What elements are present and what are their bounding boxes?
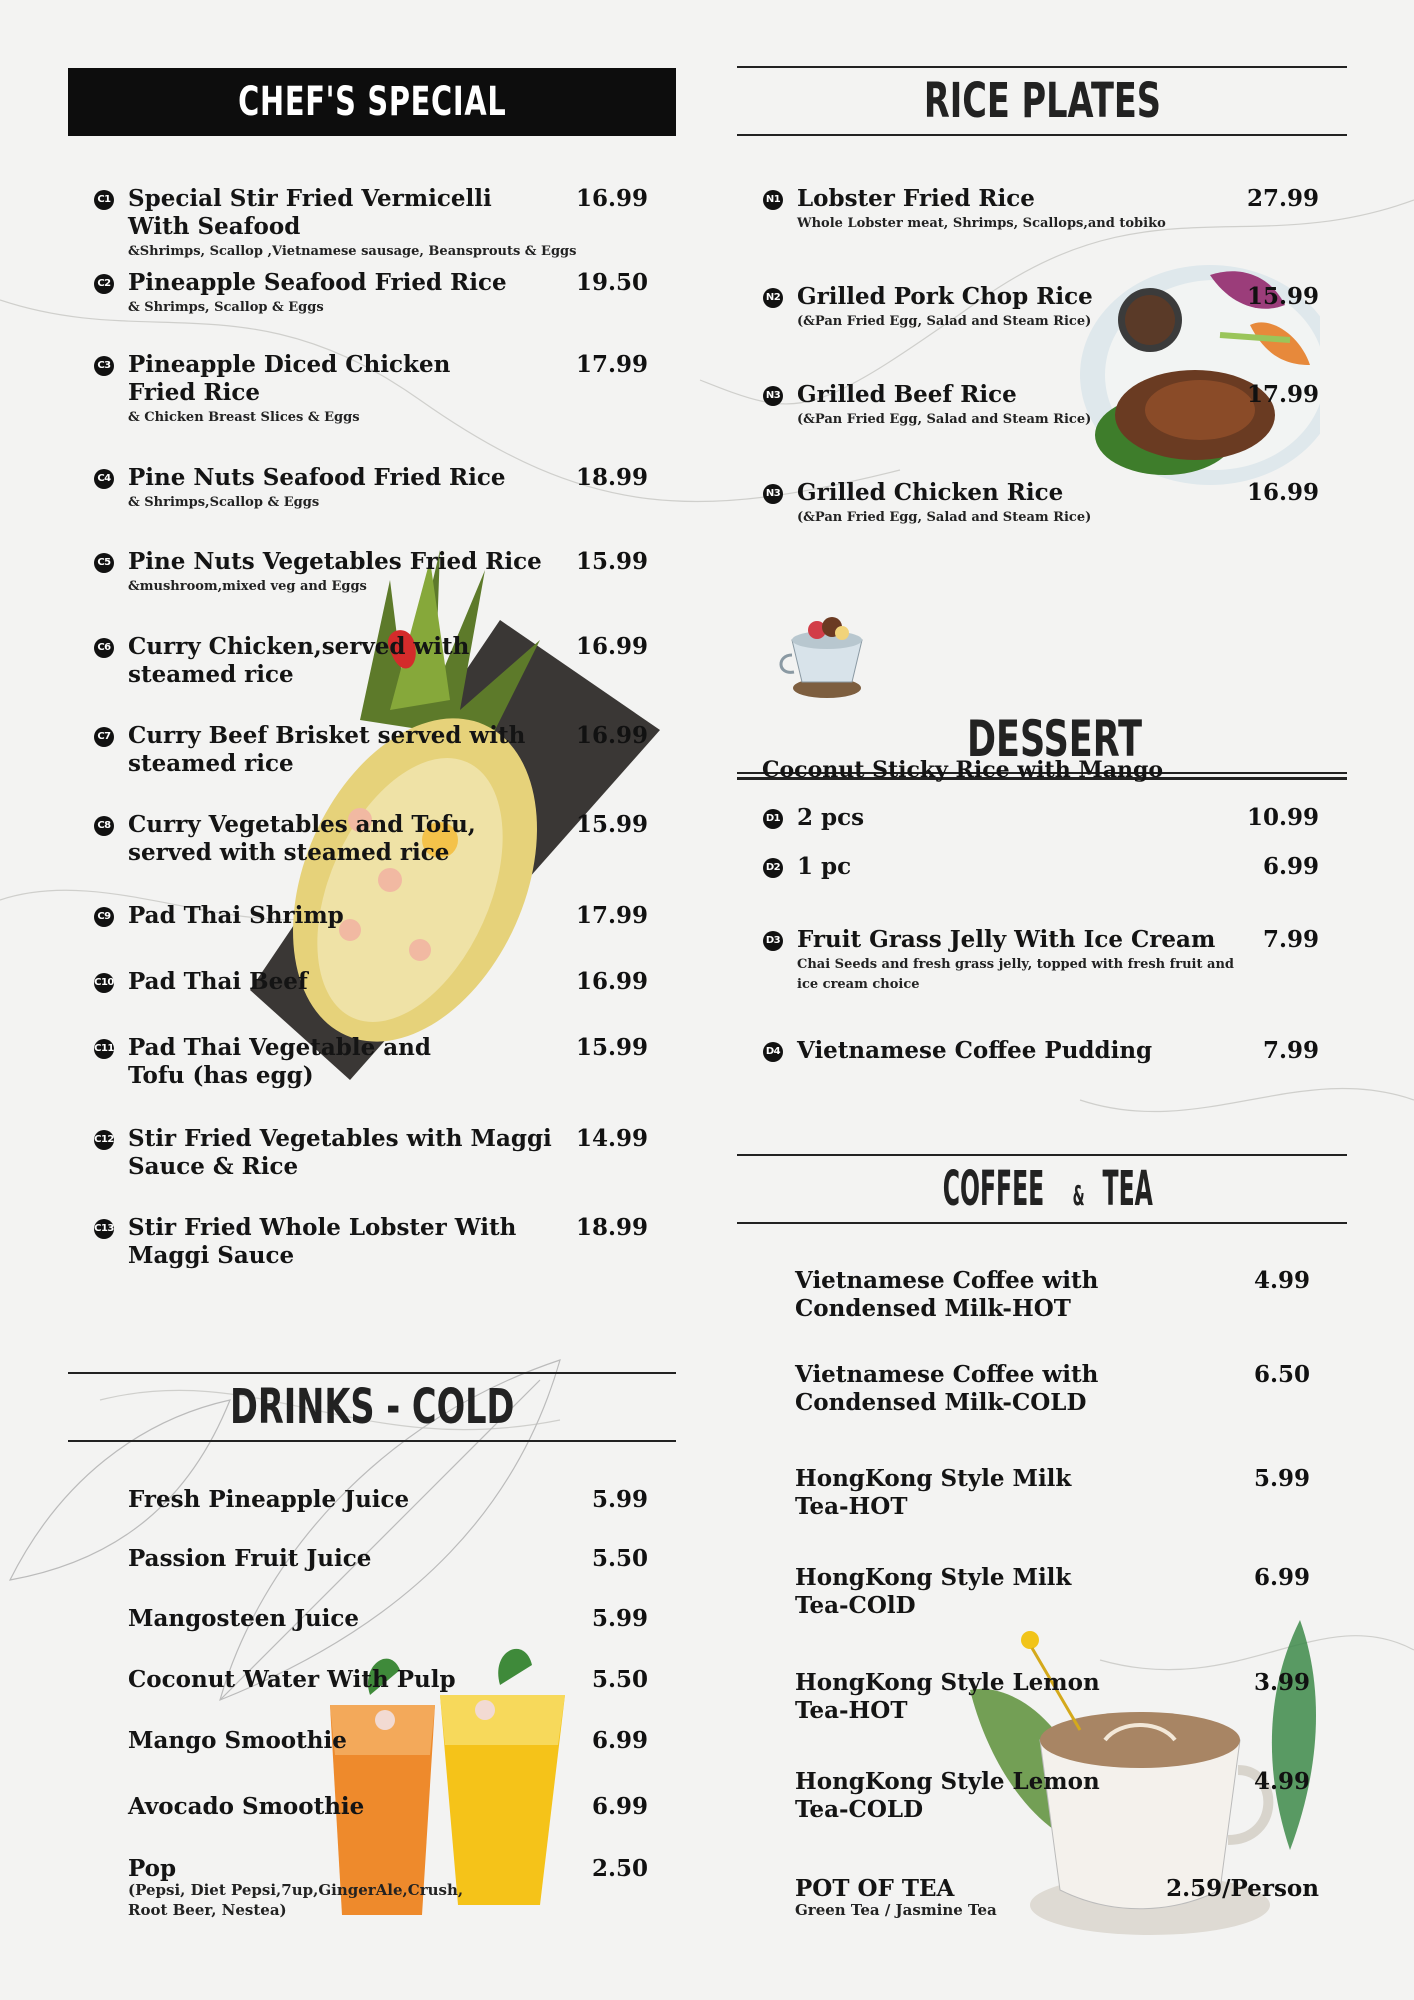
- item-name-line2: Condensed Milk-COLD: [795, 1389, 1087, 1416]
- item-price: 10.99: [1246, 804, 1319, 831]
- coffee-tea-title-tea: TEA: [1102, 1161, 1153, 1217]
- item-name-line2: Fried Rice: [128, 379, 260, 406]
- item-price: 5.50: [591, 1545, 648, 1572]
- rice-plates-title: RICE PLATES: [923, 73, 1161, 129]
- item-name: Pad Thai Shrimp: [128, 902, 344, 929]
- drinks-cold-title: DRINKS - COLD: [229, 1379, 515, 1435]
- item-name-line2: Condensed Milk-HOT: [795, 1295, 1071, 1322]
- item-code-badge: D4: [763, 1042, 783, 1062]
- item-description: & Chicken Breast Slices & Eggs: [128, 410, 360, 425]
- item-code-badge: C6: [94, 638, 114, 658]
- item-price: 16.99: [575, 633, 648, 660]
- item-price: 5.99: [591, 1605, 648, 1632]
- item-code-badge: D3: [763, 931, 783, 951]
- item-description-line2: Root Beer, Nestea): [128, 1901, 287, 1919]
- item-code-badge: C2: [94, 274, 114, 294]
- item-price: 3.99: [1253, 1669, 1310, 1696]
- item-name: HongKong Style Milk: [795, 1465, 1072, 1492]
- item-price: 5.99: [591, 1486, 648, 1513]
- item-code-badge: N2: [763, 288, 783, 308]
- item-price: 17.99: [1246, 381, 1319, 408]
- pineapple-fried-rice-image: [240, 520, 660, 1080]
- item-name-line2: Tea-HOT: [795, 1493, 908, 1520]
- item-name-line2: Tofu (has egg): [128, 1062, 314, 1089]
- item-name: Vietnamese Coffee Pudding: [797, 1037, 1153, 1064]
- item-price: 15.99: [1246, 283, 1319, 310]
- item-price: 6.99: [1253, 1564, 1310, 1591]
- item-name-line2: With Seafood: [128, 213, 301, 240]
- item-description: Chai Seeds and fresh grass jelly, topped with fresh fruit and: [797, 957, 1234, 972]
- item-price: 18.99: [575, 464, 648, 491]
- item-name: Grilled Pork Chop Rice: [797, 283, 1093, 310]
- item-price: 15.99: [575, 1034, 648, 1061]
- item-name: 1 pc: [797, 853, 852, 880]
- item-code-badge: C9: [94, 907, 114, 927]
- coffee-tea-header: [737, 1154, 1347, 1224]
- item-name: HongKong Style Milk: [795, 1564, 1072, 1591]
- item-price: 15.99: [575, 811, 648, 838]
- item-name: Curry Chicken,served with: [128, 633, 470, 660]
- item-price: 6.99: [1262, 853, 1319, 880]
- item-price: 15.99: [575, 548, 648, 575]
- item-price: 4.99: [1253, 1267, 1310, 1294]
- item-price: 27.99: [1246, 185, 1319, 212]
- item-name: Coconut Water With Pulp: [128, 1666, 456, 1693]
- item-price: 19.50: [575, 269, 648, 296]
- item-name: HongKong Style Lemon: [795, 1669, 1100, 1696]
- item-name-line2: steamed rice: [128, 661, 294, 688]
- item-price: 5.99: [1253, 1465, 1310, 1492]
- item-price: 6.50: [1253, 1361, 1310, 1388]
- item-name: POT OF TEA: [795, 1875, 955, 1902]
- item-name: Mango Smoothie: [128, 1727, 347, 1754]
- item-name: Avocado Smoothie: [128, 1793, 365, 1820]
- item-code-badge: D1: [763, 809, 783, 829]
- item-description-line2: ice cream choice: [797, 977, 920, 992]
- item-name: Lobster Fried Rice: [797, 185, 1035, 212]
- item-code-badge: C13: [94, 1219, 114, 1239]
- item-name: Pineapple Diced Chicken: [128, 351, 451, 378]
- item-name: Special Stir Fried Vermicelli: [128, 185, 492, 212]
- item-description: &Shrimps, Scallop ,Vietnamese sausage, Beansprouts & Eggs: [128, 244, 577, 259]
- item-price: 2.50: [591, 1855, 648, 1882]
- item-code-badge: N3: [763, 484, 783, 504]
- item-price: 16.99: [575, 968, 648, 995]
- item-description: Whole Lobster meat, Shrimps, Scallops,and tobiko: [797, 216, 1166, 231]
- item-price: 16.99: [575, 722, 648, 749]
- item-name-line2: steamed rice: [128, 750, 294, 777]
- drinks-cold-header: [68, 1372, 676, 1442]
- item-description: (&Pan Fried Egg, Salad and Steam Rice): [797, 314, 1092, 329]
- item-name-line2: served with steamed rice: [128, 839, 450, 866]
- item-description: (&Pan Fried Egg, Salad and Steam Rice): [797, 412, 1092, 427]
- item-name: Pad Thai Vegetable and: [128, 1034, 431, 1061]
- item-name: 2 pcs: [797, 804, 865, 831]
- item-name: Pineapple Seafood Fried Rice: [128, 269, 507, 296]
- item-price: 2.59/Person: [1166, 1875, 1319, 1902]
- coffee-tea-title: [921, 1161, 1163, 1217]
- coffee-tea-title-coffee: COFFEE: [942, 1161, 1045, 1217]
- item-name: Pine Nuts Vegetables Fried Rice: [128, 548, 542, 575]
- item-name: Stir Fried Vegetables with Maggi: [128, 1125, 552, 1152]
- item-description: & Shrimps, Scallop & Eggs: [128, 300, 324, 315]
- item-price: 7.99: [1262, 1037, 1319, 1064]
- item-price: 7.99: [1262, 926, 1319, 953]
- item-price: 6.99: [591, 1793, 648, 1820]
- item-name: Mangosteen Juice: [128, 1605, 360, 1632]
- item-name-line2: Tea-COlD: [795, 1592, 916, 1619]
- item-name-line2: Tea-COLD: [795, 1796, 924, 1823]
- item-name: Grilled Beef Rice: [797, 381, 1017, 408]
- item-description: Green Tea / Jasmine Tea: [795, 1901, 997, 1919]
- chefs-special-header: [68, 68, 676, 136]
- item-price: 6.99: [591, 1727, 648, 1754]
- item-code-badge: D2: [763, 858, 783, 878]
- rice-plates-header: [737, 66, 1347, 136]
- item-name: Fruit Grass Jelly With Ice Cream: [797, 926, 1216, 953]
- item-code-badge: C10: [94, 973, 114, 993]
- item-description: (Pepsi, Diet Pepsi,7up,GingerAle,Crush,: [128, 1881, 464, 1899]
- item-code-badge: N1: [763, 190, 783, 210]
- item-name-line2: Maggi Sauce: [128, 1242, 295, 1269]
- item-name: Stir Fried Whole Lobster With: [128, 1214, 517, 1241]
- item-code-badge: C7: [94, 727, 114, 747]
- item-price: 16.99: [575, 185, 648, 212]
- item-price: 5.50: [591, 1666, 648, 1693]
- item-name-line2: Tea-HOT: [795, 1697, 908, 1724]
- item-description: &mushroom,mixed veg and Eggs: [128, 579, 367, 594]
- item-price: 14.99: [575, 1125, 648, 1152]
- item-code-badge: C11: [94, 1039, 114, 1059]
- item-name: Pop: [128, 1855, 177, 1882]
- dessert-group-title: Coconut Sticky Rice with Mango: [762, 757, 1164, 783]
- item-description: (&Pan Fried Egg, Salad and Steam Rice): [797, 510, 1092, 525]
- item-price: 4.99: [1253, 1768, 1310, 1795]
- item-name: Curry Vegetables and Tofu,: [128, 811, 476, 838]
- item-name: Vietnamese Coffee with: [795, 1361, 1099, 1388]
- chefs-special-title: CHEF'S SPECIAL: [237, 79, 507, 125]
- item-description: & Shrimps,Scallop & Eggs: [128, 495, 320, 510]
- item-price: 16.99: [1246, 479, 1319, 506]
- item-name: Pine Nuts Seafood Fried Rice: [128, 464, 506, 491]
- item-name: Pad Thai Beef: [128, 968, 308, 995]
- item-name: Curry Beef Brisket served with: [128, 722, 526, 749]
- item-name-line2: Sauce & Rice: [128, 1153, 299, 1180]
- dessert-title: DESSERT: [967, 710, 1142, 768]
- item-code-badge: N3: [763, 386, 783, 406]
- item-price: 18.99: [575, 1214, 648, 1241]
- item-name: Fresh Pineapple Juice: [128, 1486, 410, 1513]
- item-code-badge: C1: [94, 190, 114, 210]
- item-code-badge: C4: [94, 469, 114, 489]
- item-name: Grilled Chicken Rice: [797, 479, 1064, 506]
- item-name: Passion Fruit Juice: [128, 1545, 372, 1572]
- item-name: HongKong Style Lemon: [795, 1768, 1100, 1795]
- item-price: 17.99: [575, 902, 648, 929]
- item-price: 17.99: [575, 351, 648, 378]
- item-code-badge: C8: [94, 816, 114, 836]
- item-name: Vietnamese Coffee with: [795, 1267, 1099, 1294]
- coffee-tea-title-amp: &: [1072, 1179, 1085, 1212]
- item-code-badge: C5: [94, 553, 114, 573]
- item-code-badge: C3: [94, 356, 114, 376]
- item-code-badge: C12: [94, 1130, 114, 1150]
